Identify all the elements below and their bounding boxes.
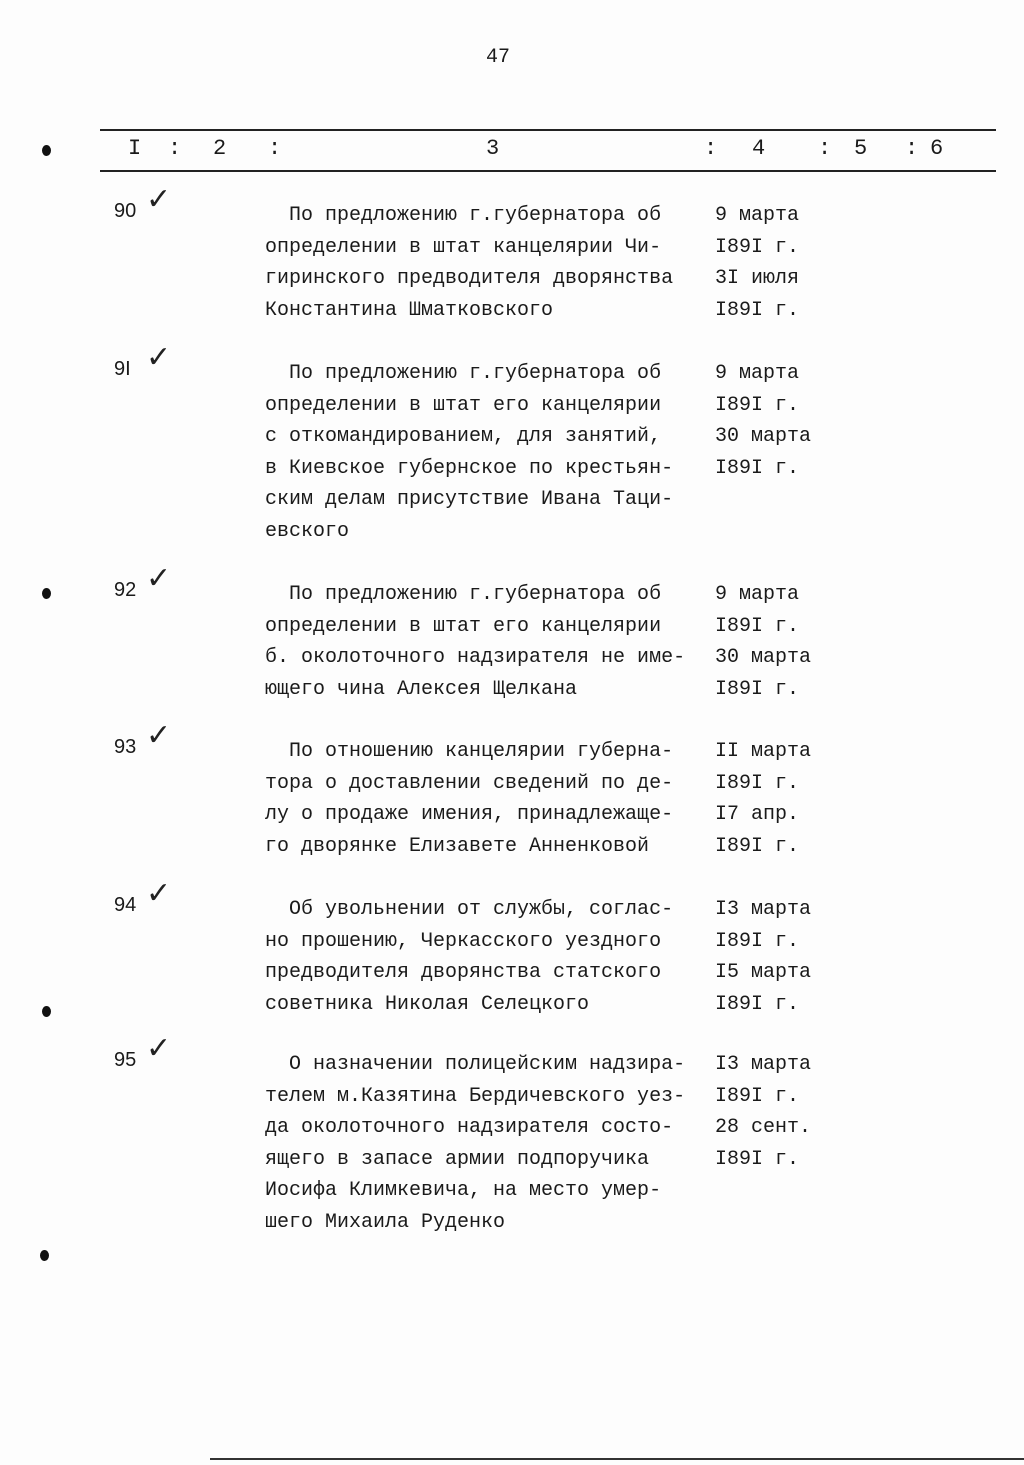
entry-number: 92 — [114, 579, 137, 601]
date-line: II марта — [715, 740, 812, 763]
date-line: I89I г. — [715, 393, 800, 417]
entry-dates — [715, 1049, 811, 1175]
date-line: 30 марта — [715, 646, 812, 669]
date-line: 28 сент. — [715, 1116, 812, 1139]
date-line: I5 марта — [715, 961, 812, 984]
date-line: 30 марта — [715, 425, 812, 448]
date-line: I3 марта — [715, 898, 812, 921]
description-line: Иосифа Климкевича, на место умер- — [265, 1179, 662, 1202]
punch-hole-mark — [42, 588, 51, 599]
punch-hole-mark — [42, 1006, 51, 1017]
checkmark-icon: ✓ — [146, 182, 172, 217]
description-line: По предложению г.губернатора об — [265, 362, 662, 385]
description-line: советника Николая Селецкого — [265, 992, 590, 1016]
bottom-rule — [210, 1458, 1024, 1460]
checkmark-icon: ✓ — [146, 340, 172, 375]
entry-dates — [715, 736, 811, 862]
description-line: гиринского предводителя дворянства — [265, 267, 674, 290]
entry-dates — [715, 358, 811, 484]
column-separator: : — [818, 136, 832, 161]
entry-dates — [715, 200, 799, 326]
entry-number: 93 — [114, 736, 137, 758]
description-line: ящего в запасе армии подпоручика — [265, 1147, 650, 1171]
date-line: I3 марта — [715, 1053, 812, 1076]
date-line: I89I г. — [715, 1147, 800, 1171]
date-line: I7 апр. — [715, 803, 800, 826]
column-number: 3 — [486, 136, 500, 161]
column-separator: : — [268, 136, 282, 161]
description-line: б. околоточного надзирателя не име- — [265, 646, 686, 669]
entry-dates — [715, 579, 811, 705]
entry-description — [265, 894, 710, 1020]
date-line: 3I июля — [715, 267, 800, 290]
punch-hole-mark — [42, 145, 51, 156]
date-line: 9 марта — [715, 204, 800, 227]
column-separator: : — [168, 136, 182, 161]
entry-number: 94 — [114, 894, 137, 916]
date-line: 9 марта — [715, 583, 800, 606]
page-number: 47 — [486, 46, 511, 69]
punch-hole-mark — [40, 1250, 49, 1261]
description-line: По отношению канцелярии губерна- — [265, 740, 674, 763]
description-line: го дворянке Елизавете Анненковой — [265, 834, 650, 858]
description-line: тора о доставлении сведений по де- — [265, 771, 674, 795]
column-separator: : — [704, 136, 718, 161]
description-line: но прошению, Черкасского уездного — [265, 929, 662, 953]
date-line: I89I г. — [715, 834, 800, 858]
entry-number: 9I — [114, 358, 131, 380]
column-separator: : — [905, 136, 919, 161]
column-number: 6 — [930, 136, 944, 161]
description-line: О назначении полицейским надзира- — [265, 1053, 686, 1076]
description-line: По предложению г.губернатора об — [265, 204, 662, 227]
description-line: да околоточного надзирателя состо- — [265, 1116, 674, 1139]
description-line: предводителя дворянства статского — [265, 961, 662, 984]
description-line: Константина Шматковского — [265, 298, 554, 322]
header-top-rule — [100, 129, 996, 131]
description-line: определении в штат канцелярии Чи- — [265, 235, 662, 259]
date-line: I89I г. — [715, 1084, 800, 1108]
description-line: ским делам присутствие Ивана Таци- — [265, 488, 674, 511]
description-line: шего Михаила Руденко — [265, 1210, 506, 1234]
checkmark-icon: ✓ — [146, 561, 172, 596]
entry-description — [265, 358, 710, 547]
header-bottom-rule — [100, 170, 996, 172]
checkmark-icon: ✓ — [146, 1031, 172, 1066]
column-number: 2 — [213, 136, 227, 161]
entry-number: 90 — [114, 200, 137, 222]
column-number: 4 — [752, 136, 766, 161]
description-line: По предложению г.губернатора об — [265, 583, 662, 606]
entry-number: 95 — [114, 1049, 137, 1071]
description-line: с откомандированием, для занятий, — [265, 425, 662, 448]
entry-description — [265, 200, 710, 326]
entry-description — [265, 736, 710, 862]
date-line: I89I г. — [715, 677, 800, 701]
date-line: I89I г. — [715, 771, 800, 795]
date-line: I89I г. — [715, 992, 800, 1016]
date-line: I89I г. — [715, 298, 800, 322]
date-line: I89I г. — [715, 614, 800, 638]
description-line: лу о продаже имения, принадлежаще- — [265, 803, 674, 826]
description-line: определении в штат его канцелярии — [265, 393, 662, 417]
column-number: I — [128, 136, 142, 161]
entry-description — [265, 1049, 710, 1238]
date-line: I89I г. — [715, 929, 800, 953]
description-line: Об увольнении от службы, соглас- — [265, 898, 674, 921]
date-line: I89I г. — [715, 456, 800, 480]
description-line: телем м.Казятина Бердичевского уез- — [265, 1084, 686, 1108]
entry-dates — [715, 894, 811, 1020]
checkmark-icon: ✓ — [146, 876, 172, 911]
checkmark-icon: ✓ — [146, 718, 172, 753]
date-line: 9 марта — [715, 362, 800, 385]
date-line: I89I г. — [715, 235, 800, 259]
description-line: в Киевское губернское по крестьян- — [265, 456, 674, 480]
column-number: 5 — [854, 136, 868, 161]
description-line: определении в штат его канцелярии — [265, 614, 662, 638]
description-line: ющего чина Алексея Щелкана — [265, 677, 578, 701]
description-line: евского — [265, 519, 350, 543]
entry-description — [265, 579, 710, 705]
